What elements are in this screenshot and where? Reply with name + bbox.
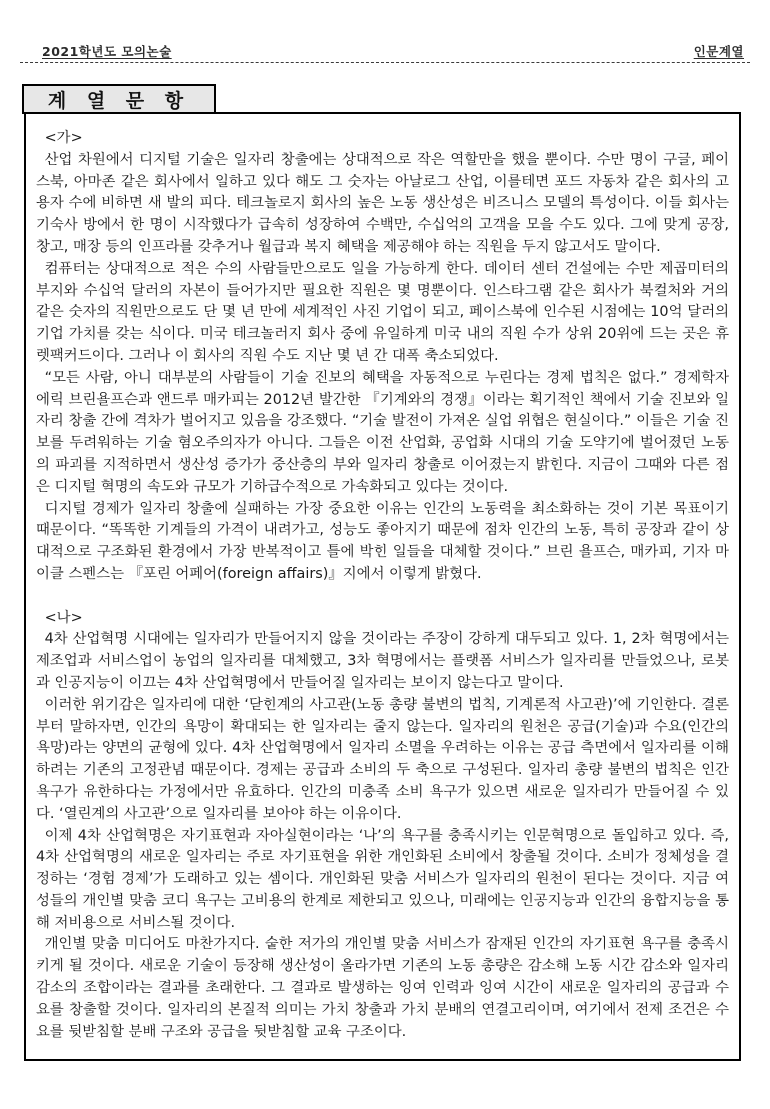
page-header: [20, 40, 750, 63]
passage-na-paragraph-4: 개인별 맞춤 미디어도 마찬가지다. 숱한 저가의 개인별 맞춤 서비스가 잠재된 인간의 자기표현 욕구를 충족시키게 될 것이다. 새로운 기술이 등장해 생산성이 올라가면 기존의 노동 총량은 감소해 노동 시간 감소와 일자리 감소의 조합이라는 결과를 초래한다. 그 결과로 발생하는 잉여 인력과 잉여 시간이 새로운 일자리의 공급과 수요를 창출할 것이다. 일자리의 본질적 의미는 가치 창출과 가치 분배의 연결고리이며, 여기에서 전제 조건은 수요를 뒷받침할 분배 구조와 공급을 뒷받침할 교육 구조이다.: [36, 936, 729, 1040]
passage-na: [36, 608, 729, 1044]
passage-box: [24, 112, 741, 1061]
passage-na-paragraph-2: 이러한 위기감은 일자리에 대한 ‘닫힌계의 사고관(노동 총량 불변의 법칙, 기계론적 사고관)’에 기인한다. 결론부터 말하자면, 인간의 욕망이 확대되는 한 일자리는 줄지 않는다. 일자리의 원천은 공급(기술)과 수요(인간의 욕망)라는 양면의 균형에 있다. 4차 산업혁명에서 일자리 소멸을 우려하는 이유는 공급 측면에서 일자리를 이해하려는 기존의 고정관념 때문이다. 경제는 공급과 소비의 두 축으로 구성된다. 일자리 총량 불변의 법칙은 인간 욕구가 유한하다는 가정에서만 유효하다. 인간의 미충족 소비 욕구가 있으면 새로운 일자리가 만들어질 수 있다. ‘열린계의 사고관’으로 일자리를 보아야 하는 이유이다.: [36, 696, 729, 822]
header-exam-year: 2021학년도 모의논술: [42, 44, 172, 59]
section-title-box: [22, 84, 216, 114]
passage-ga: [36, 128, 729, 586]
section-title: 계 열 문 항: [47, 89, 191, 112]
passage-ga-paragraph-3: “모든 사람, 아니 대부분의 사람들이 기술 진보의 혜택을 자동적으로 누린다는 경제 법칙은 없다.” 경제학자 에릭 브린욜프슨과 앤드루 매카피는 2012년 발간한 『기계와의 경쟁』이라는 획기적인 책에서 기술 진보와 일자리 창출 간에 격차가 벌어지고 있음을 강조했다. “기술 발전이 가져온 실업 위협은 현실이다.” 이들은 기술 진보를 두려워하는 기술 혐오주의자가 아니다. 그들은 이전 산업화, 공업화 시대의 기술 도약기에 벌어졌던 노동의 파괴를 지적하면서 생산성 증가가 중산층의 부와 일자리 창출로 이어졌는지 밝힌다. 지금이 그때와 다른 점은 디지털 혁명의 속도와 규모가 기하급수적으로 가속화되고 있다는 것이다.: [36, 369, 729, 495]
header-track: 인문계열: [693, 44, 744, 59]
passage-ga-paragraph-2: 컴퓨터는 상대적으로 적은 수의 사람들만으로도 일을 가능하게 한다. 데이터 센터 건설에는 수만 제곱미터의 부지와 수십억 달러의 자본이 들어가지만 필요한 직원은 몇 명뿐이다. 인스타그램 같은 회사가 북컬처와 거의 같은 숫자의 직원만으로도 단 몇 년 만에 세계적인 사진 기업이 되고, 페이스북에 인수된 시점에는 10억 달러의 기업 가치를 갖는 식이다. 미국 테크놀러지 회사 중에 유일하게 미국 내의 직원 수가 상위 20위에 드는 곳은 휴렛팩커드이다. 그러나 이 회사의 직원 수도 지난 몇 년 간 대폭 축소되었다.: [36, 260, 729, 364]
passage-ga-label: <가>: [44, 130, 83, 146]
passage-na-paragraph-3: 이제 4차 산업혁명은 자기표현과 자아실현이라는 ‘나’의 욕구를 충족시키는 인문혁명으로 돌입하고 있다. 즉, 4차 산업혁명의 새로운 일자리는 주로 자기표현을 위한 개인화된 소비에서 창출될 것이다. 소비가 정체성을 결정하는 ‘경험 경제’가 도래하고 있는 셈이다. 개인화된 맞춤 서비스가 일자리의 원천이 된다는 것이다. 지금 여성들의 개인별 맞춤 코디 욕구는 고비용의 한계로 제한되고 있으나, 미래에는 인공지능과 인간의 융합지능을 통해 저비용으로 서비스될 것이다.: [36, 827, 729, 931]
passage-na-label: <나>: [44, 609, 83, 626]
passage-ga-paragraph-1: 산업 차원에서 디지털 기술은 일자리 창출에는 상대적으로 작은 역할만을 했을 뿐이다. 수만 명이 구글, 페이스북, 아마존 같은 회사에서 일하고 있다 해도 그 숫자는 아날로그 산업, 이를테면 포드 자동차 같은 회사의 고용자 수에 비하면 새 발의 피다. 테크놀로지 회사의 높은 노동 생산성은 비즈니스 모델의 특성이다. 이들 회사는 기숙사 방에서 한 명이 시작했다가 급속히 성장하여 수백만, 수십억의 고객을 모을 수도 있다. 그에 맞게 공장, 창고, 매장 등의 인프라를 갖추거나 월급과 복지 혜택을 제공해야 하는 직원을 두지 않고서도 말이다.: [36, 151, 729, 255]
passage-na-paragraph-1: 4차 산업혁명 시대에는 일자리가 만들어지지 않을 것이라는 주장이 강하게 대두되고 있다. 1, 2차 혁명에서는 제조업과 서비스업이 농업의 일자리를 대체했고, 3차 혁명에서는 플랫폼 서비스가 일자리를 만들었으나, 로봇과 인공지능이 이끄는 4차 산업혁명에서 만들어질 일자리는 보이지 않는다고 말이다.: [36, 631, 729, 691]
passage-ga-paragraph-4: 디지털 경제가 일자리 창출에 실패하는 가장 중요한 이유는 인간의 노동력을 최소화하는 것이 기본 목표이기 때문이다. “똑똑한 기계들의 가격이 내려가고, 성능도 좋아지기 때문에 점차 인간의 노동, 특히 공장과 같이 상대적으로 구조화된 환경에서 가장 반복적이고 틀에 박힌 일들을 대체할 것이다.” 브린 욜프슨, 매카피, 기자 마이클 스펜스는 『포린 어페어(foreign affairs)』지에서 이렇게 밝혔다.: [36, 500, 729, 582]
